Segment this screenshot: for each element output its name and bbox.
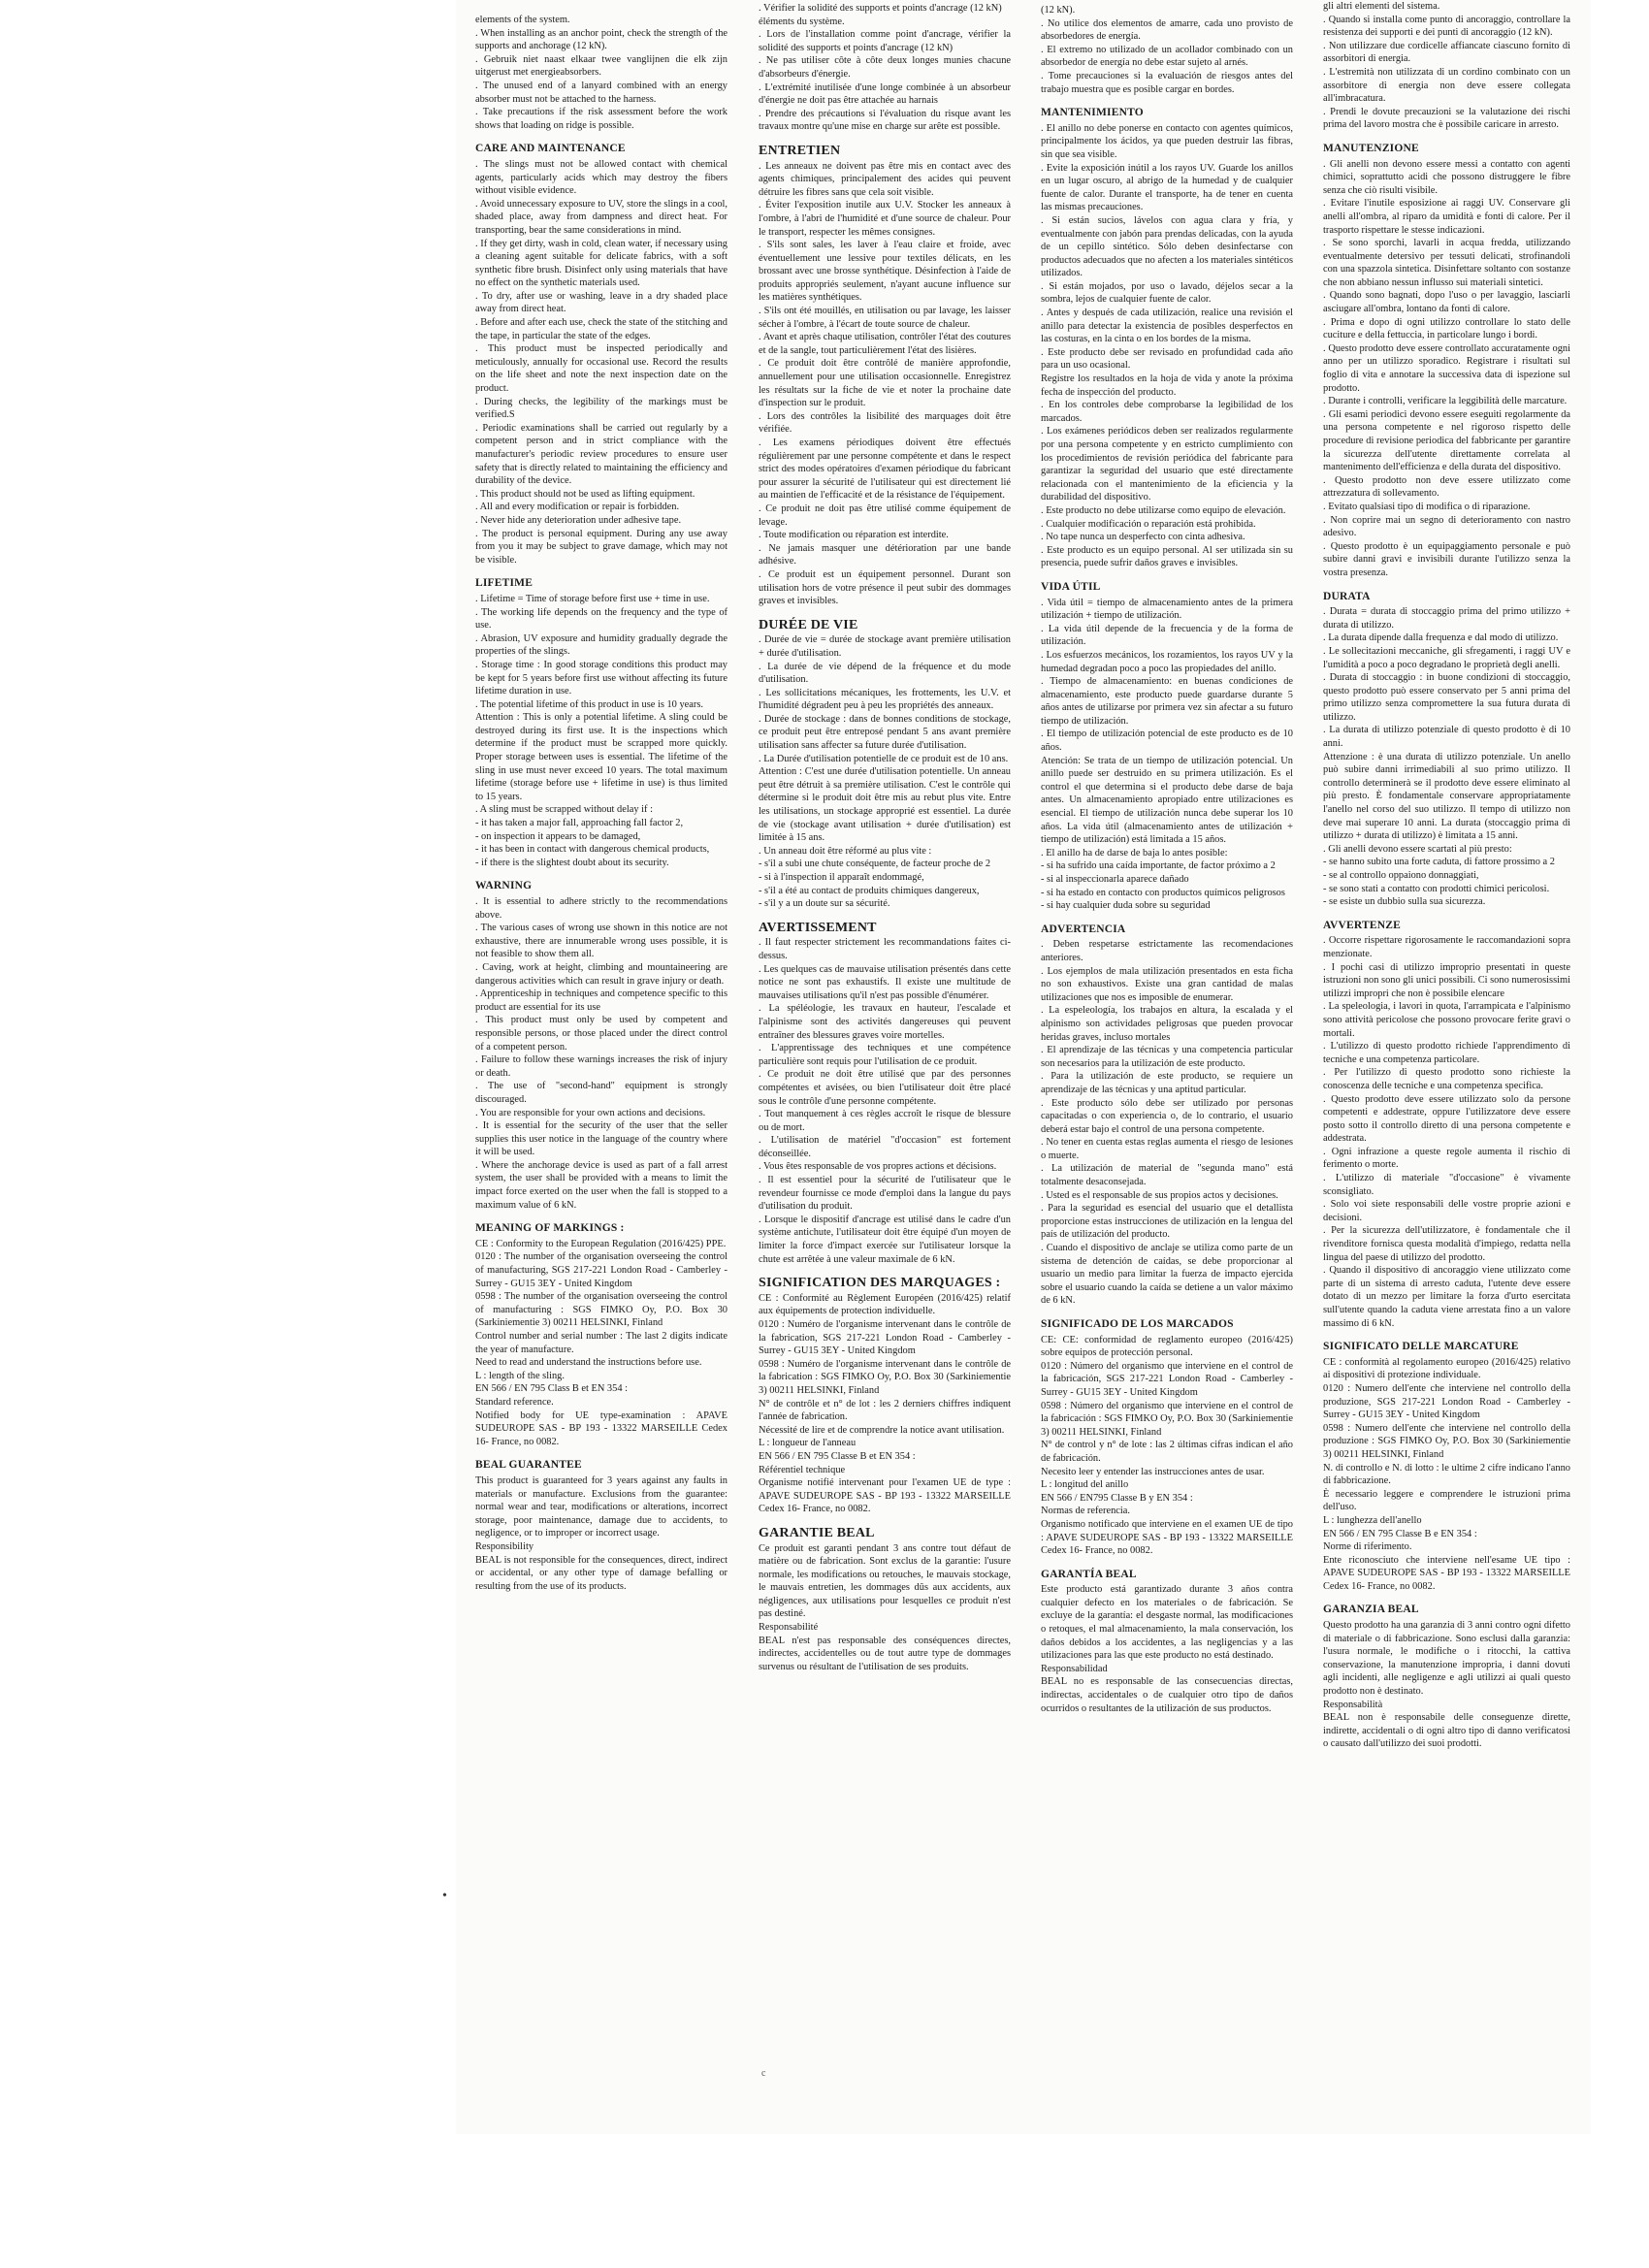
paragraph: - si ha estado en contacto con productos químicos peligrosos xyxy=(1041,887,1285,898)
paragraph: . Quando il dispositivo di ancoraggio viene utilizzato come parte di un sistema di arresto caduta, l'utente deve essere dotato di un mezzo per limitare la forza d'urto esercitata sull'utente quando la caduta viene arrestata fino a un valore massimo di 6 kN. xyxy=(1323,1265,1570,1329)
paragraph: . Per l'utilizzo di questo prodotto sono richieste la conoscenza delle tecniche e una competenza specifica. xyxy=(1323,1067,1570,1091)
paragraph: - s'il a subi une chute conséquente, de facteur proche de 2 xyxy=(759,859,991,870)
paragraph: . It is essential for the security of the user that the seller supplies this user notice in the language of the country where it will be used. xyxy=(475,1120,728,1158)
section-heading: DURATA xyxy=(1323,590,1371,602)
paragraph: . No tener en cuenta estas reglas aumenta el riesgo de lesiones o muerte. xyxy=(1041,1137,1293,1161)
paragraph: . Failure to follow these warnings increases the risk of injury or death. xyxy=(475,1054,728,1079)
paragraph: L : length of the sling. xyxy=(475,1370,565,1381)
paragraph: - on inspection it appears to be damaged, xyxy=(475,830,641,842)
paragraph: - si à l'inspection il apparaît endommagé, xyxy=(759,872,924,883)
paragraph: . Deben respetarse estrictamente las recomendaciones anteriores. xyxy=(1041,939,1293,963)
section-heading: GARANTÍA BEAL xyxy=(1041,1568,1137,1580)
paragraph: . Avoid unnecessary exposure to UV, store the slings in a cool, shaded place, away from dampness and direct heat. For transporting, bear the same considerations in mind. xyxy=(475,198,728,236)
paragraph: . This product must only be used by competent and responsible persons, or those placed under the direct control of a competent person. xyxy=(475,1015,728,1053)
paragraph: CE : Conformity to the European Regulation (2016/425) PPE. xyxy=(475,1238,727,1249)
paragraph: . The use of "second-hand" equipment is strongly discouraged. xyxy=(475,1081,728,1105)
section-heading: GARANZIA BEAL xyxy=(1323,1604,1419,1616)
paragraph: . If they get dirty, wash in cold, clean water, if necessary using a cleaning agent suitable for delicate fabrics, with a soft synthetic fibre brush. Disinfect only using materials that have no effect on the synthetic materials used. xyxy=(475,238,728,289)
paragraph: BEAL n'est pas responsable des conséquences directes, indirectes, accidentelles ou de tout autre type de dommages survenus ou résultant de l'utilisation de ses produits. xyxy=(759,1635,1011,1672)
paragraph: Este producto está garantizado durante 3 años contra cualquier defecto en los materiales o de fabricación. Se excluye de la garantía: el desgaste normal, las modificaciones o retoques, el mal almacenamiento, la mala conservación, los daños debidos a los accidentes, a las negligencias y a las utilizaciones para las que este producto no está destinado. xyxy=(1041,1584,1293,1662)
section-heading: AVERTISSEMENT xyxy=(759,920,877,935)
section-heading: MANUTENZIONE xyxy=(1323,142,1419,154)
paragraph: . Este producto no debe utilizarse como equipo de elevación. xyxy=(1041,504,1286,516)
paragraph: . Éviter l'exposition inutile aux U.V. Stocker les anneaux à l'ombre, à l'abri de l'humidité et d'une source de chaleur. Pour le transport, respecter les mêmes consignes. xyxy=(759,200,1011,238)
paragraph: . The working life depends on the frequency and the type of use. xyxy=(475,606,728,632)
paragraph: - se sono stati a contatto con prodotti chimici pericolosi. xyxy=(1323,883,1550,894)
paragraph: 0120 : Numero dell'ente che interviene nel controllo della produzione, SGS 217-221 London Road - Camberley - Surrey - GU15 3EY - United Kingdom xyxy=(1323,1382,1570,1421)
paragraph: . En los controles debe comprobarse la legibilidad de los marcados. xyxy=(1041,400,1293,424)
paragraph: Notified body for UE type-examination : APAVE SUDEUROPE SAS - BP 193 - 13322 MARSEILLE Cedex 16- France, no 0082. xyxy=(475,1409,728,1447)
paragraph: . To dry, after use or washing, leave in a dry shaded place away from direct heat. xyxy=(475,290,728,315)
paragraph: - si ha sufrido una caída importante, de factor próximo a 2 xyxy=(1041,860,1276,872)
paragraph: . All and every modification or repair is forbidden. xyxy=(475,502,680,513)
paragraph: . Ce produit doit être contrôlé de manière approfondie, annuellement pour une utilisation occasionnelle. Enregistrez les résultats sur la fiche de vie et noter la prochaine date d'inspection sur le produit. xyxy=(759,358,1011,409)
paragraph: . Ogni infrazione a queste regole aumenta il rischio di ferimento o morte. xyxy=(1323,1146,1570,1171)
paragraph: CE : Conformité au Règlement Européen (2016/425) relatif aux équipements de protection individuelle. xyxy=(759,1292,1011,1317)
paragraph: . La Durée d'utilisation potentielle de ce produit est de 10 ans. xyxy=(759,753,1009,764)
paragraph: - se esiste un dubbio sulla sua sicurezza. xyxy=(1323,896,1486,908)
paragraph: Control number and serial number : The last 2 digits indicate the year of manufacture. xyxy=(475,1331,728,1355)
paragraph: . Prima e dopo di ogni utilizzo controllare lo stato delle cuciture e della fettuccia, in particolare lungo i bordi. xyxy=(1323,316,1570,341)
paragraph: . Los exámenes periódicos deben ser realizados regularmente por una persona competente y en estricto cumplimiento con los procedimientos de revisión periódica del fabricante para garantizar la seguridad del usuario que esté directamente relacionada con el mantenimiento de la eficiencia y la durabilidad del dispositivo. xyxy=(1041,426,1293,503)
paragraph: . Tiempo de almacenamiento: en buenas condiciones de almacenamiento, este producto puede guardarse durante 5 años antes de utilizarse por primera vez sin afectar a su futuro tiempo de utilización. xyxy=(1041,676,1293,727)
paragraph: BEAL no es responsable de las consecuencias directas, indirectas, accidentales o de cualquier otro tipo de daños ocurridos o resultantes de la utilización de sus productos. xyxy=(1041,1676,1293,1714)
paragraph: . Apprenticeship in techniques and competence specific to this product are essential for its use xyxy=(475,988,728,1013)
paragraph: Organismo notificado que interviene en el examen UE de tipo : APAVE SUDEUROPE SAS - BP 193 - 13322 MARSEILLE Cedex 16- France, no 0082. xyxy=(1041,1518,1293,1557)
paragraph: This product is guaranteed for 3 years against any faults in materials or manufacture. Exclusions from the guarantee: normal wear and tear, modifications or alterations, incorrect storage, poor maintenance, damage due to accidents, to negligence, or to improper or incorrect usage. xyxy=(475,1474,728,1539)
paragraph: CE : conformità al regolamento europeo (2016/425) relativo ai dispositivi di protezione individuale. xyxy=(1323,1356,1570,1381)
section-heading: SIGNIFICATION DES MARQUAGES : xyxy=(759,1276,1001,1291)
paragraph: . Para la utilización de este producto, se requiere un aprendizaje de las técnicas y una aptitud particular. xyxy=(1041,1071,1293,1095)
paragraph: gli altri elementi del sistema. xyxy=(1323,1,1440,12)
paragraph: . Ce produit ne doit pas être utilisé comme équipement de levage. xyxy=(759,502,1011,528)
column-english xyxy=(475,14,728,1593)
paragraph: . Un anneau doit être réformé au plus vite : xyxy=(759,845,932,857)
paragraph: . La durata dipende dalla frequenza e dal modo di utilizzo. xyxy=(1323,632,1559,644)
paragraph: . Questo prodotto è un equipaggiamento personale e può subire danni gravi e invisibili durante l'utilizzo senza la vostra presenza. xyxy=(1323,540,1570,578)
paragraph: . Quando si installa come punto di ancoraggio, controllare la resistenza dei supporti e dei punti di ancoraggio (12 kN). xyxy=(1323,14,1570,39)
paragraph: - se al controllo oppaiono donnaggiati, xyxy=(1323,870,1479,881)
paragraph: . Before and after each use, check the state of the stitching and the tape, in particular the state of the edges. xyxy=(475,317,728,341)
paragraph: . Caving, work at height, climbing and mountaineering are dangerous activities which can result in grave injury or death. xyxy=(475,961,728,987)
paragraph: . L'utilisation de matériel "d'occasion" est fortement déconseillée. xyxy=(759,1135,1011,1159)
paragraph: . Non coprire mai un segno di deterioramento con nastro adesivo. xyxy=(1323,514,1570,539)
paragraph: . La durata di utilizzo potenziale di questo prodotto è di 10 anni. xyxy=(1323,725,1570,750)
paragraph: . S'ils ont été mouillés, en utilisation ou par lavage, les laisser sécher à l'ombre, à l'écart de toute source de chaleur. xyxy=(759,306,1011,330)
section-heading: LIFETIME xyxy=(475,577,534,590)
paragraph: . Les sollicitations mécaniques, les frottements, les U.V. et l'humidité dégradent peu à peu les propriétés des anneaux. xyxy=(759,687,1011,712)
paragraph: . Prendre des précautions si l'évaluation du risque avant les travaux montre qu'une mise en charge sur arête est possible. xyxy=(759,108,1011,133)
paragraph: . La vida útil depende de la frecuencia y de la forma de utilización. xyxy=(1041,623,1293,648)
paragraph: . The various cases of wrong use shown in this notice are not exhaustive, there are innumerable wrong uses possible, it is not feasible to show them all. xyxy=(475,923,728,960)
paragraph: Norme di riferimento. xyxy=(1323,1541,1412,1553)
paragraph: 0120 : The number of the organisation overseeing the control of manufacturing, SGS 217-221 London Road - Camberley - Surrey - GU15 3EY - United Kingdom xyxy=(475,1251,728,1289)
paragraph: . Ce produit est un équipement personnel. Durant son utilisation hors de votre présence il peut subir des dommages graves et invisibles. xyxy=(759,568,1011,607)
section-heading: MANTENIMIENTO xyxy=(1041,107,1144,119)
paragraph: . Evitare l'inutile esposizione ai raggi UV. Conservare gli anelli all'ombra, al riparo da umidità e fonti di calore. Per il trasporto rispettare le stesse indicazioni. xyxy=(1323,198,1570,236)
paragraph: . Questo prodotto non deve essere utilizzato come attrezzatura di sollevamento. xyxy=(1323,474,1570,500)
paragraph: . Durata = durata di stoccaggio prima del primo utilizzo + durata di utilizzo. xyxy=(1323,606,1570,631)
paragraph: . This product must be inspected periodically and meticulously, annually for occasional use. Record the results on the life sheet and note the next inspection date on the product. xyxy=(475,343,728,395)
paragraph: . Prendi le dovute precauzioni se la valutazione dei rischi prima del lavoro mostra che è possibile caricare in arresto. xyxy=(1323,106,1570,131)
paragraph: . L'extrémité inutilisée d'une longe combinée à un absorbeur d'énergie ne doit pas être attachée au harnais xyxy=(759,81,1011,107)
paragraph: . El tiempo de utilización potencial de este producto es de 10 años. xyxy=(1041,729,1293,754)
paragraph: Attention : C'est une durée d'utilisation potentielle. Un anneau peut être détruit à sa première utilisation. C'est le contrôle qui détermine si le produit doit être mis au rebut plus vite. Entre les utilisations, un stockage approprié est essentiel. La durée de vie (stockage avant utilisation + durée d'utilisation) est limitée à 15 ans. xyxy=(759,766,1011,844)
paragraph: . Vida útil = tiempo de almacenamiento antes de la primera utilización + tiempo de utilización. xyxy=(1041,597,1293,622)
paragraph: . Ne pas utiliser côte à côte deux longes munies chacune d'absorbeurs d'énergie. xyxy=(759,55,1011,80)
paragraph: . Lorsque le dispositif d'ancrage est utilisé dans le cadre d'un système antichute, l'utilisateur doit être équipé d'un moyen de limiter la force d'impact exercée sur l'utilisateur lorsque la chute est arrêtée à une valeur maximale de 6 kN. xyxy=(759,1214,1011,1265)
paragraph: . A sling must be scrapped without delay if : xyxy=(475,804,653,816)
paragraph: EN 566 / EN 795 Classe B et EN 354 : xyxy=(759,1450,916,1462)
paragraph: . Occorre rispettare rigorosamente le raccomandazioni sopra menzionate. xyxy=(1323,935,1570,959)
paragraph: - s'il y a un doute sur sa sécurité. xyxy=(759,898,890,910)
paragraph: . Para la seguridad es esencial del usuario que el detallista proporcione estas instrucciones de utilización en la lengua del país de utilización del producto. xyxy=(1041,1203,1293,1241)
paragraph: . El extremo no utilizado de un acollador combinado con un absorbedor de energía no debe estar sujeto al arnés. xyxy=(1041,44,1293,69)
paragraph: Responsabilidad xyxy=(1041,1663,1108,1674)
section-heading: BEAL GUARANTEE xyxy=(475,1459,582,1472)
paragraph: . Ne jamais masquer une détérioration par une bande adhésive. xyxy=(759,542,1011,567)
paragraph: . La utilización de material de "segunda mano" está totalmente desaconsejada. xyxy=(1041,1163,1293,1188)
paragraph: (12 kN). xyxy=(1041,5,1076,16)
paragraph: . La spéléologie, les travaux en hauteur, l'escalade et l'alpinisme sont des activités dangereuses qui peuvent entraîner des blessures graves voire mortelles. xyxy=(759,1003,1011,1041)
paragraph: - it has taken a major fall, approaching fall factor 2, xyxy=(475,818,684,829)
paragraph: . The slings must not be allowed contact with chemical agents, particularly acids which may destroy the fibers without visible evidence. xyxy=(475,158,728,197)
paragraph: . Si están sucios, lávelos con agua clara y fría, y eventualmente con jabón para prendas delicadas, con la ayuda de un cepillo sintético. Sólo deben desinfectarse con productos adecuados que no afecten a los materiales sintéticos utilizados. xyxy=(1041,214,1293,279)
paragraph: . When installing as an anchor point, check the strength of the supports and anchorage (12 kN). xyxy=(475,27,728,52)
section-heading: SIGNIFICATO DELLE MARCATURE xyxy=(1323,1341,1519,1353)
paragraph: . Questo prodotto deve essere controllato accuratamente ogni anno per un utilizzo sporadico. Registrare i risultati sul foglio di vita e annotare la successiva data di ispezione sul prodotto. xyxy=(1323,342,1570,394)
paragraph: . Los ejemplos de mala utilización presentados en esta ficha no son exhaustivos. Existe una gran cantidad de malas utilizaciones que nos es imposible de enumerar. xyxy=(1041,965,1293,1003)
paragraph: . Abrasion, UV exposure and humidity gradually degrade the properties of the slings. xyxy=(475,632,728,658)
paragraph: Attention : This is only a potential lifetime. A sling could be destroyed during its first use. It is the inspections which determine if the product must be scrapped more quickly. Proper storage between uses is essential. The lifetime of the sling in use must never exceed 10 years. The total maximum lifetime (storage before use + lifetime in use) is thus limited to 15 years. xyxy=(475,712,728,802)
paragraph: . It is essential to adhere strictly to the recommendations above. xyxy=(475,896,728,921)
paragraph: . The potential lifetime of this product in use is 10 years. xyxy=(475,698,703,710)
paragraph: . Where the anchorage device is used as part of a fall arrest system, the user shall be provided with a means to limit the impact force exerted on the user when the fall is stopped to a maximum value of 6 kN. xyxy=(475,1159,728,1211)
paragraph: . Usted es el responsable de sus propios actos y decisiones. xyxy=(1041,1189,1278,1201)
paragraph: . The unused end of a lanyard combined with an energy absorber must not be attached to the harness. xyxy=(475,80,728,105)
section-heading: WARNING xyxy=(475,880,533,892)
paragraph: . S'ils sont sales, les laver à l'eau claire et froide, avec éventuellement une lessive pour textiles délicats, en les brossant avec une brosse synthétique. Désinfection à l'aide de produits appropriés seulement, n'ayant aucune influence sur les matières synthétiques. xyxy=(759,240,1011,304)
page-marker: • xyxy=(442,1889,447,1903)
paragraph: . Durante i controlli, verificare la leggibilità delle marcature. xyxy=(1323,396,1568,407)
paragraph: . I pochi casi di utilizzo improprio presentati in queste istruzioni non sono gli unici possibili. Ci sono numerosissimi utilizzi impropri che non è possibile elencare xyxy=(1323,961,1570,999)
paragraph: - s'il a été au contact de produits chimiques dangereux, xyxy=(759,885,980,896)
paragraph: . Non utilizzare due cordicelle affiancate ciascuno fornito di assorbitori di energia. xyxy=(1323,40,1570,65)
column-spanish xyxy=(1041,4,1293,1715)
paragraph: . La espeleología, los trabajos en altura, la escalada y el alpinismo son actividades peligrosas que pueden provocar heridas graves, incluso mortales xyxy=(1041,1005,1293,1043)
paragraph: . Evite la exposición inútil a los rayos UV. Guarde los anillos en un lugar oscuro, al abrigo de la humedad y de cualquier fuente de calor. Durante el transporte, ha de tener en cuenta las mismas precauciones. xyxy=(1041,162,1293,213)
paragraph: . No tape nunca un desperfecto con cinta adhesiva. xyxy=(1041,532,1245,543)
paragraph: Responsabilità xyxy=(1323,1699,1383,1710)
paragraph: . Tout manquement à ces règles accroît le risque de blessure ou de mort. xyxy=(759,1109,1011,1133)
paragraph: . Se sono sporchi, lavarli in acqua fredda, utilizzando eventualmente detersivo per tessuti delicati, strofinandoli con una spazzola sintetica. Disinfettare soltanto con sostanze che non abbiano nessun influsso sui materiali sintetici. xyxy=(1323,238,1570,288)
paragraph: . Gebruik niet naast elkaar twee vanglijnen die elk zijn uitgerust met energieabsorbers. xyxy=(475,53,728,79)
paragraph: . Lifetime = Time of storage before first use + time in use. xyxy=(475,593,710,604)
paragraph: . Gli anelli devono essere scartati al più presto: xyxy=(1323,843,1512,855)
paragraph: - it has been in contact with dangerous chemical products, xyxy=(475,844,710,856)
paragraph: Atención: Se trata de un tiempo de utilización potencial. Un anillo puede ser destruido en su primera utilización. Es el control el que determina si el producto debe darse de baja antes. Un almacenamiento apropiado entre utilizaciones es esencial. El tiempo de utilización nunca debe superar los 10 años. La vida útil (almacenamiento antes de utilización + tiempo de utilización) está limitada a 15 años. xyxy=(1041,755,1293,846)
paragraph: . Le sollecitazioni meccaniche, gli sfregamenti, i raggi UV e l'umidità a poco a poco degradano le proprietà degli anelli. xyxy=(1323,645,1570,670)
paragraph: . Avant et après chaque utilisation, contrôler l'état des coutures et de la sangle, tout particulièrement l'état des lisières. xyxy=(759,332,1011,356)
paragraph: N° de control y n° de lote : las 2 últimas cifras indican el año de fabricación. xyxy=(1041,1440,1293,1464)
paragraph: . Este producto es un equipo personal. Al ser utilizada sin su presencia, puede sufrir daños graves e invisibles. xyxy=(1041,544,1293,569)
paragraph: CE: CE: conformidad de reglamento europeo (2016/425) sobre equipos de protección personal. xyxy=(1041,1334,1293,1359)
paragraph: . L'utilizzo di questo prodotto richiede l'apprendimento di tecniche e una competenza particolare. xyxy=(1323,1041,1570,1065)
paragraph: . Durata di stoccaggio : in buone condizioni di stoccaggio, questo prodotto può essere conservato per 5 anni prima del primo utilizzo senza compromettere la sua futura durata di utilizzo. xyxy=(1323,672,1570,723)
paragraph: . Antes y después de cada utilización, realice una revisión el anillo para detectar la existencia de posibles desperfectos en las costuras, en la cinta o en los bordes de la misma. xyxy=(1041,308,1293,345)
paragraph: 0120 : Número del organismo que interviene en el control de la fabricación, SGS 217-221 London Road - Camberley - Surrey - GU15 3EY - United Kingdom xyxy=(1041,1360,1293,1398)
paragraph: . Cualquier modificación o reparación está prohibida. xyxy=(1041,518,1256,530)
paragraph: Responsabilité xyxy=(759,1622,819,1634)
paragraph: - if there is the slightest doubt about its security. xyxy=(475,857,669,868)
paragraph: . Les examens périodiques doivent être effectués régulièrement par une personne compétente et dans le respect strict des modes opératoires d'examen périodique du fabricant pour assurer la sécurité de l'utilisateur qui est directement lié au maintien de l'efficacité et de la résistance de l'équipement. xyxy=(759,437,1011,502)
paragraph: . Cuando el dispositivo de anclaje se utiliza como parte de un sistema de detención de caídas, se debe proporcionar al usuario un medio para limitar la fuerza de impacto ejercida sobre el usuario cuando la caída se detiene a un valor máximo de 6 kN. xyxy=(1041,1243,1293,1307)
paragraph: . Durée de vie = durée de stockage avant première utilisation + durée d'utilisation. xyxy=(759,634,1011,659)
section-heading: VIDA ÚTIL xyxy=(1041,580,1101,593)
paragraph: . Ce produit ne doit être utilisé que par des personnes compétentes et avisées, ou bien l'utilisateur doit être placé sous le contrôle d'une personne compétente. xyxy=(759,1069,1011,1107)
paragraph: . Take precautions if the risk assessment before the work shows that loading on ridge is possible. xyxy=(475,107,728,131)
paragraph: . Solo voi siete responsabili delle vostre proprie azioni e decisioni. xyxy=(1323,1199,1570,1223)
paragraph: . Evitato qualsiasi tipo di modifica o di riparazione. xyxy=(1323,501,1531,512)
paragraph: . Gli esami periodici devono essere eseguiti regolarmente da una persona competente e nel rigoroso rispetto delle procedure di revisione periodica del fabbricante per garantire la sicurezza dell'utente direttamente correlata al mantenimento dell'efficienza e della durata del dispositivo. xyxy=(1323,408,1570,473)
paragraph: . This product should not be used as lifting equipment. xyxy=(475,488,695,500)
paragraph: EN 566 / EN 795 Class B et EN 354 : xyxy=(475,1383,629,1395)
paragraph: . Si están mojados, por uso o lavado, déjelos secar a la sombra, lejos de cualquier fuente de calor. xyxy=(1041,280,1293,306)
paragraph: . Il est essentiel pour la sécurité de l'utilisateur que le revendeur fournisse ce mode d'emploi dans la langue du pays d'utilisation du produit. xyxy=(759,1175,1011,1213)
paragraph: 0598 : Número del organismo que interviene en el control de la fabricación : SGS FIMKO Oy, P.O. Box 30 (Sarkiniementie 3) 00211 HELSINKI, Finland xyxy=(1041,1400,1293,1438)
paragraph: Normas de referencia. xyxy=(1041,1506,1131,1517)
paragraph: L : longitud del anillo xyxy=(1041,1479,1129,1491)
stray-mark: c xyxy=(761,2068,766,2079)
paragraph: . During checks, the legibility of the markings must be verified.S xyxy=(475,396,728,421)
paragraph: . El aprendizaje de las técnicas y una competencia particular son necesarios para la utilización de este producto. xyxy=(1041,1045,1293,1069)
section-heading: ENTRETIEN xyxy=(759,143,841,158)
paragraph: Necesito leer y entender las instrucciones antes de usar. xyxy=(1041,1466,1265,1477)
paragraph: Ce produit est garanti pendant 3 ans contre tout défaut de matière ou de fabrication. Sont exclus de la garantie: l'usure normale, les modifications ou retouches, le mauvais stockage, le mauvais entretien, les dommages dûs aux accidents, aux négligences, aux utilisations pour lesquelles ce produit n'est pas destiné. xyxy=(759,1542,1011,1620)
paragraph: N. di controllo e N. di lotto : le ultime 2 cifre indicano l'anno di fabbricazione. xyxy=(1323,1462,1570,1487)
paragraph: . Les quelques cas de mauvaise utilisation présentés dans cette notice ne sont pas exhaustifs. Il existe une multitude de mauvaises utilisations qu'il n'est pas possible d'énumérer. xyxy=(759,963,1011,1001)
section-heading: DURÉE DE VIE xyxy=(759,617,858,632)
paragraph: . No utilice dos elementos de amarre, cada uno provisto de absorbedores de energía. xyxy=(1041,17,1293,43)
paragraph: . Los esfuerzos mecánicos, los rozamientos, los rayos UV y la humedad degradan poco a poco las propiedades del anillo. xyxy=(1041,649,1293,674)
paragraph: . Gli anelli non devono essere messi a contatto con agenti chimici, soprattutto acidi che possono distruggere le fibre senza che ciò risulti visibile. xyxy=(1323,158,1570,196)
paragraph: Standard reference. xyxy=(475,1396,554,1408)
paragraph: . La speleologia, i lavori in quota, l'arrampicata e l'alpinismo sono attività pericolose che possono provocare ferite gravi o mortali. xyxy=(1323,1001,1570,1039)
paragraph: L : longueur de l'anneau xyxy=(759,1438,857,1449)
paragraph: EN 566 / EN795 Classe B y EN 354 : xyxy=(1041,1492,1193,1504)
section-heading: GARANTIE BEAL xyxy=(759,1525,875,1540)
paragraph: È necessario leggere e comprendere le istruzioni prima dell'uso. xyxy=(1323,1488,1570,1513)
paragraph: Ente riconosciuto che interviene nell'esame UE tipo : APAVE SUDEUROPE SAS - BP 193 - 13322 MARSEILLE Cedex 16- France, no 0082. xyxy=(1323,1554,1570,1592)
paragraph: . Periodic examinations shall be carried out regularly by a competent person and in strict compliance with the manufacturer's periodic review procedures to ensure user safety that is directly related to maintaining the efficiency and durability of the device. xyxy=(475,422,728,487)
paragraph: elements of the system. xyxy=(475,15,570,25)
column-french xyxy=(759,2,1011,1673)
paragraph: . El anillo ha de darse de baja lo antes posible: xyxy=(1041,847,1228,859)
paragraph: . Questo prodotto deve essere utilizzato solo da persone competenti e addestrate, oppure l'utilizzatore deve essere posto sotto il controllo diretto di una persona competente e addestrata. xyxy=(1323,1093,1570,1145)
paragraph: 0598 : Numéro de l'organisme intervenant dans le contrôle de la fabrication : SGS FIMKO Oy, P.O. Box 30 (Sarkiniementie 3) 00211 HELSINKI, Finland xyxy=(759,1358,1011,1396)
paragraph: . Este producto sólo debe ser utilizado por personas capacitadas o con experiencia o, de lo contrario, el usuario deberá estar bajo el control de una persona competente. xyxy=(1041,1097,1293,1135)
section-heading: MEANING OF MARKINGS : xyxy=(475,1222,625,1235)
paragraph: . Lors de l'installation comme point d'ancrage, vérifier la solidité des supports et points d'ancrage (12 kN) xyxy=(759,29,1011,53)
paragraph: . L'apprentissage des techniques et une compétence particulière sont requis pour l'utilisation de ce produit. xyxy=(759,1043,1011,1067)
paragraph: . Tome precauciones si la evaluación de riesgos antes del trabajo muestra que es posible cargar en bordes. xyxy=(1041,70,1293,95)
column-italian xyxy=(1323,0,1570,1751)
paragraph: Responsibility xyxy=(475,1540,534,1552)
paragraph: . Les anneaux ne doivent pas être mis en contact avec des agents chimiques, principalement des acides qui peuvent détruire les fibres sans que cela soit visible. xyxy=(759,160,1011,198)
paragraph: . Never hide any deterioration under adhesive tape. xyxy=(475,514,682,526)
paragraph: . La durée de vie dépend de la fréquence et du mode d'utilisation. xyxy=(759,661,1011,686)
paragraph: - si hay cualquier duda sobre su seguridad xyxy=(1041,900,1211,912)
paragraph: BEAL is not responsible for the consequences, direct, indirect or accidental, or any other type of damage befalling or resulting from the use of its products. xyxy=(475,1554,728,1592)
paragraph: . Durée de stockage : dans de bonnes conditions de stockage, ce produit peut être entreposé pendant 5 ans avant première utilisation sans affecter sa future durée d'utilisation. xyxy=(759,713,1011,752)
paragraph: Questo prodotto ha una garanzia di 3 anni contro ogni difetto di materiale o di fabbricazione. Sono esclusi dalla garanzia: l'usura normale, le modifiche o i ritocchi, la cattiva conservazione, la manutenzione impropria, i danni dovuti agli incidenti, alle negligenze e agli utilizzi ai quali questo prodotto non è destinato. xyxy=(1323,1620,1570,1698)
paragraph: - si al inspeccionarla aparece dañado xyxy=(1041,874,1189,885)
paragraph: . Vérifier la solidité des supports et points d'ancrage (12 kN) xyxy=(759,3,1002,14)
paragraph: . Quando sono bagnati, dopo l'uso o per lavaggio, lasciarli asciugare all'ombra, lontano da fonti di calore. xyxy=(1323,290,1570,315)
paragraph: Organisme notifié intervenant pour l'examen UE de type : APAVE SUDEUROPE SAS - BP 193 - 13322 MARSEILLE Cedex 16- France, no 0082. xyxy=(759,1477,1011,1515)
section-heading: AVVERTENZE xyxy=(1323,919,1401,931)
paragraph: . Lors des contrôles la lisibilité des marquages doit être vérifiée. xyxy=(759,410,1011,436)
section-heading: ADVERTENCIA xyxy=(1041,923,1126,935)
paragraph: Référentiel technique xyxy=(759,1464,846,1475)
paragraph: Attenzione : è una durata di utilizzo potenziale. Un anello può subire danni irrimediabili al suo primo utilizzo. Il controllo determinerà se il prodotto deve essere eliminato al più presto. È fondamentale conservare appropriatamente l'anello nel corso del suo utilizzo. Il tempo di utilizzo non deve mai superare 10 anni. La durata (stoccaggio prima di utilizzo + durata di utilizzo) è limitata a 15 anni. xyxy=(1323,751,1570,842)
paragraph: Nécessité de lire et de comprendre la notice avant utilisation. xyxy=(759,1424,1005,1436)
paragraph: Need to read and understand the instructions before use. xyxy=(475,1357,702,1369)
paragraph: BEAL non è responsabile delle conseguenze dirette, indirette, accidentali o di ogni altro tipo di danno verificatosi o causato dall'utilizzo dei suoi prodotti. xyxy=(1323,1712,1570,1750)
paragraph: éléments du système. xyxy=(759,16,845,27)
paragraph: 0120 : Numéro de l'organisme intervenant dans le contrôle de la fabrication, SGS 217-221 London Road - Camberley - Surrey - GU15 3EY - United Kingdom xyxy=(759,1319,1011,1357)
paragraph: . The product is personal equipment. During any use away from you it may be subject to grave damage, which may not be visible. xyxy=(475,528,728,566)
paragraph: . Vous êtes responsable de vos propres actions et décisions. xyxy=(759,1161,997,1173)
paragraph: . Il faut respecter strictement les recommandations faites ci-dessus. xyxy=(759,937,1011,961)
paragraph: . El anillo no debe ponerse en contacto con agentes químicos, principalmente los ácidos, ya que pueden destruir las fibras, sin que sea visible. xyxy=(1041,122,1293,160)
section-heading: CARE AND MAINTENANCE xyxy=(475,143,626,155)
paragraph: . L'estremità non utilizzata di un cordino combinato con un assorbitore di energia non deve essere collegata all'imbracatura. xyxy=(1323,66,1570,105)
paragraph: 0598 : The number of the organisation overseeing the control of manufacturing : SGS FIMKO Oy, P.O. Box 30 (Sarkiniementie 3) 00211 HELSINKI, Finland xyxy=(475,1291,728,1329)
paragraph: . Per la sicurezza dell'utilizzatore, è fondamentale che il rivenditore fornisca questa modalità d'impiego, redatta nella lingua del paese di utilizzo del prodotto. xyxy=(1323,1225,1570,1263)
paragraph: 0598 : Numero dell'ente che interviene nel controllo della produzione : SGS FIMKO Oy, P.O. Box 30 (Sarkiniementie 3) 00211 HELSINKI, Finland xyxy=(1323,1422,1570,1460)
paragraph: . L'utilizzo di materiale "d'occasione" è vivamente sconsigliato. xyxy=(1323,1173,1570,1197)
paragraph: . You are responsible for your own actions and decisions. xyxy=(475,1107,706,1118)
paragraph: - se hanno subito una forte caduta, di fattore prossimo a 2 xyxy=(1323,857,1555,868)
paragraph: Registre los resultados en la hoja de vida y anote la próxima fecha de inspección del producto. xyxy=(1041,373,1293,398)
paragraph: L : lunghezza dell'anello xyxy=(1323,1514,1422,1526)
paragraph: . Storage time : In good storage conditions this product may be kept for 5 years before first use without affecting its future lifetime duration in use. xyxy=(475,659,728,697)
paragraph: N° de contrôle et n° de lot : les 2 derniers chiffres indiquent l'année de fabrication. xyxy=(759,1398,1011,1423)
paragraph: . Este producto debe ser revisado en profundidad cada año para un uso ocasional. xyxy=(1041,346,1293,372)
section-heading: SIGNIFICADO DE LOS MARCADOS xyxy=(1041,1318,1234,1330)
paragraph: . Toute modification ou réparation est interdite. xyxy=(759,530,949,541)
paragraph: EN 566 / EN 795 Classe B e EN 354 : xyxy=(1323,1528,1477,1539)
